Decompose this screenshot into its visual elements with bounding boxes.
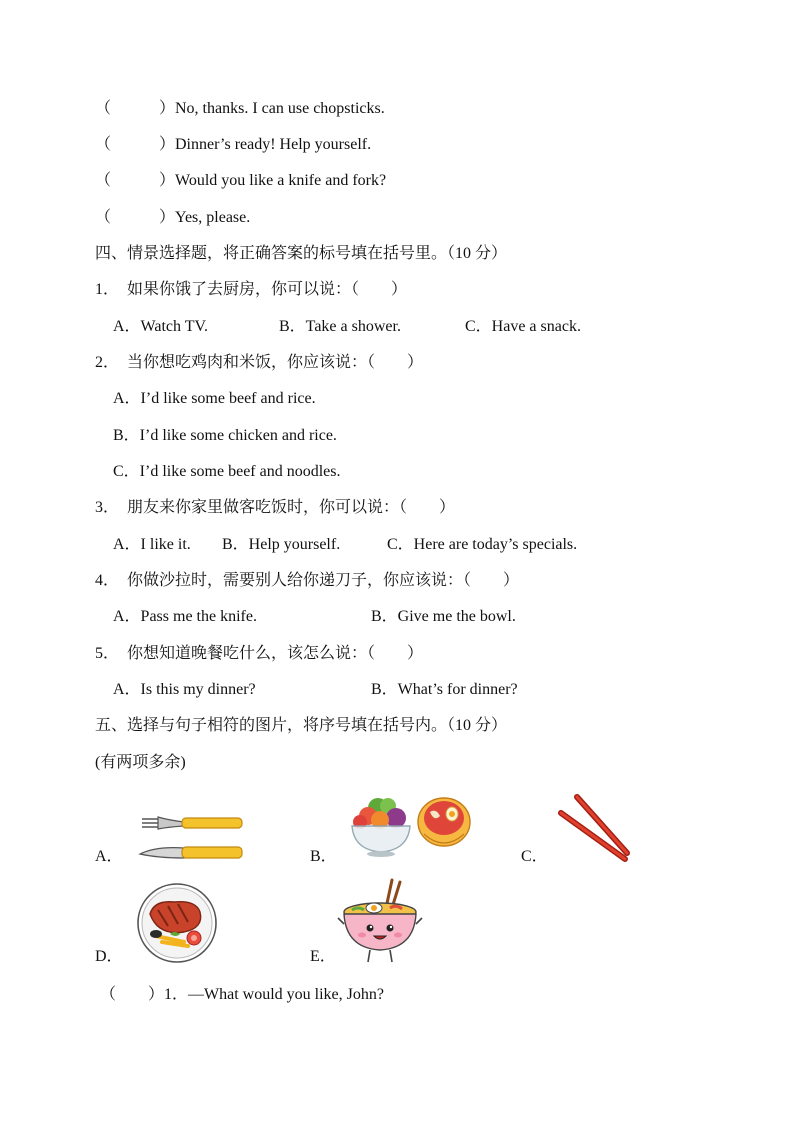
q3-stem: 3． 朋友来你家里做客吃饭时，你可以说：（ ） [95, 499, 456, 516]
matching-line-1: （ ）No, thanks. I can use chopsticks. [95, 100, 385, 117]
matching-line-4: （ ）Yes, please. [95, 209, 251, 226]
q4-stem: 4． 你做沙拉时，需要别人给你递刀子，你应该说：（ ） [95, 572, 520, 589]
q1-option-b: B．Take a shower. [279, 318, 401, 335]
q5-option-b: B．What’s for dinner? [371, 681, 518, 698]
q3-option-c: C．Here are today’s specials. [387, 536, 578, 553]
section5-note: (有两项多余) [95, 754, 186, 771]
q5-stem: 5． 你想知道晚餐吃什么，该怎么说：（ ） [95, 645, 424, 662]
q5-option-a: A．Is this my dinner? [113, 681, 256, 698]
q4-option-a: A．Pass me the knife. [113, 608, 257, 625]
noodle-bowl-icon [338, 878, 422, 966]
section5-title: 五、选择与句子相符的图片，将序号填在括号内。（10 分） [95, 717, 508, 734]
q3-option-b: B．Help yourself. [222, 536, 341, 553]
q1-option-c: C．Have a snack. [465, 318, 581, 335]
section4-title: 四、情景选择题，将正确答案的标号填在括号里。（10 分） [95, 245, 508, 262]
q1-option-a: A．Watch TV. [113, 318, 209, 335]
picture-label-a: A． [95, 848, 123, 865]
salad-and-soup-icon [348, 792, 474, 862]
q2-option-b: B．I’d like some chicken and rice. [113, 427, 337, 444]
fork-and-knife-icon [138, 812, 248, 864]
q1-stem: 1． 如果你饿了去厨房，你可以说：（ ） [95, 281, 408, 298]
q2-stem: 2． 当你想吃鸡肉和米饭，你应该说：（ ） [95, 354, 424, 371]
chopsticks-icon [553, 793, 633, 865]
steak-plate-icon [134, 882, 220, 964]
picture-label-c: C． [521, 848, 548, 865]
matching-line-2: （ ）Dinner’s ready! Help yourself. [95, 136, 372, 153]
q2-option-c: C．I’d like some beef and noodles. [113, 463, 341, 480]
q4-option-b: B．Give me the bowl. [371, 608, 516, 625]
q2-option-a: A．I’d like some beef and rice. [113, 390, 316, 407]
picture-label-d: D． [95, 948, 123, 965]
q3-option-a: A．I like it. [113, 536, 191, 553]
section5-q1: （ ）1．—What would you like, John? [100, 986, 384, 1003]
matching-line-3: （ ）Would you like a knife and fork? [95, 172, 387, 189]
picture-label-e: E． [310, 948, 336, 965]
picture-label-b: B． [310, 848, 337, 865]
